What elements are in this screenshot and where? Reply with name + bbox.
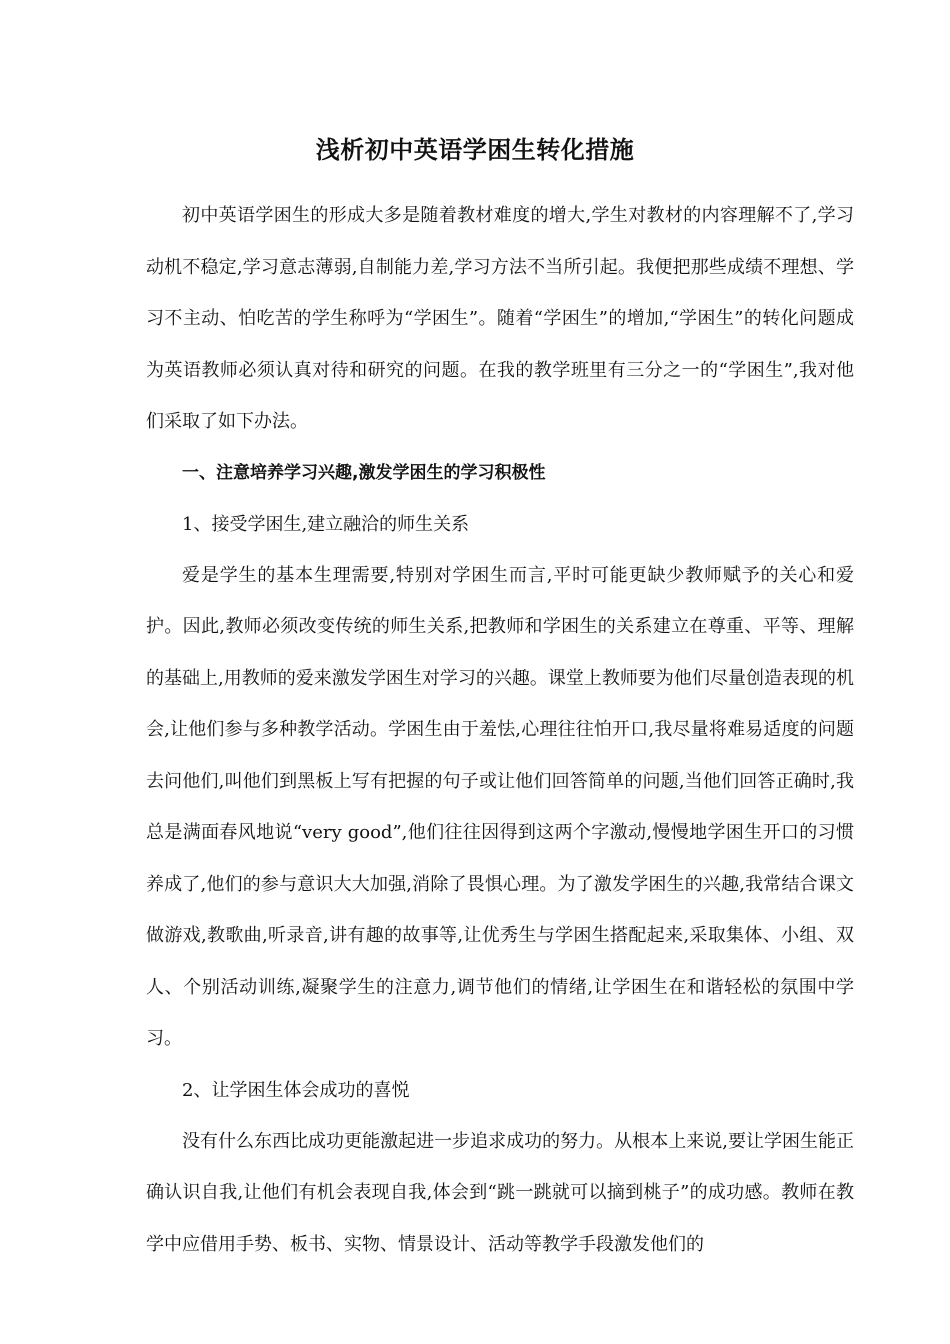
- subsection-heading-1: 1、接受学困生,建立融洽的师生关系: [182, 513, 470, 535]
- intro-paragraph: 初中英语学困生的形成大多是随着教材难度的增大,学生对教材的内容理解不了,学习动机不稳定,学习意志薄弱,自制能力差,学习方法不当所引起。我便把那些成绩不理想、学习不主动、怕吃苦的学生称呼为“学困生”。随着“学困生”的增加,“学困生”的转化问题成为英语教师必须认真对待和研究的问题。在我的教学班里有三分之一的“学困生”,我对他们采取了如下办法。: [146, 205, 854, 432]
- document-body: [146, 190, 854, 1270]
- subsection-2-paragraph: 没有什么东西比成功更能激起进一步追求成功的努力。从根本上来说,要让学困生能正确认识自我,让他们有机会表现自我,体会到“跳一跳就可以摘到桃子”的成功感。教师在教学中应借用手势、板书、实物、情景设计、活动等教学手段激发他们的: [146, 1130, 854, 1255]
- document-title: 浅析初中英语学困生转化措施: [315, 136, 635, 164]
- section-heading-1: 一、注意培养学习兴趣,激发学困生的学习积极性: [182, 462, 546, 483]
- subsection-heading-2: 2、让学困生体会成功的喜悦: [182, 1079, 410, 1101]
- subsection-1-paragraph: 爱是学生的基本生理需要,特别对学困生而言,平时可能更缺少教师赋予的关心和爱护。因此,教师必须改变传统的师生关系,把教师和学困生的关系建立在尊重、平等、理解的基础上,用教师的爱来激发学困生对学习的兴趣。课堂上教师要为他们尽量创造表现的机会,让他们参与多种教学活动。学困生由于羞怯,心理往往怕开口,我尽量将难易适度的问题去问他们,叫他们到黑板上写有把握的句子或让他们回答简单的问题,当他们回答正确时,我总是满面春风地说“very good”,他们往往因得到这两个字激动,慢慢地学困生开口的习惯养成了,他们的参与意识大大加强,消除了畏惧心理。为了激发学困生的兴趣,我常结合课文做游戏,教歌曲,听录音,讲有趣的故事等,让优秀生与学困生搭配起来,采取集体、小组、双人、个别活动训练,凝聚学生的注意力,调节他们的情绪,让学困生在和谐轻松的氛围中学习。: [146, 564, 854, 1049]
